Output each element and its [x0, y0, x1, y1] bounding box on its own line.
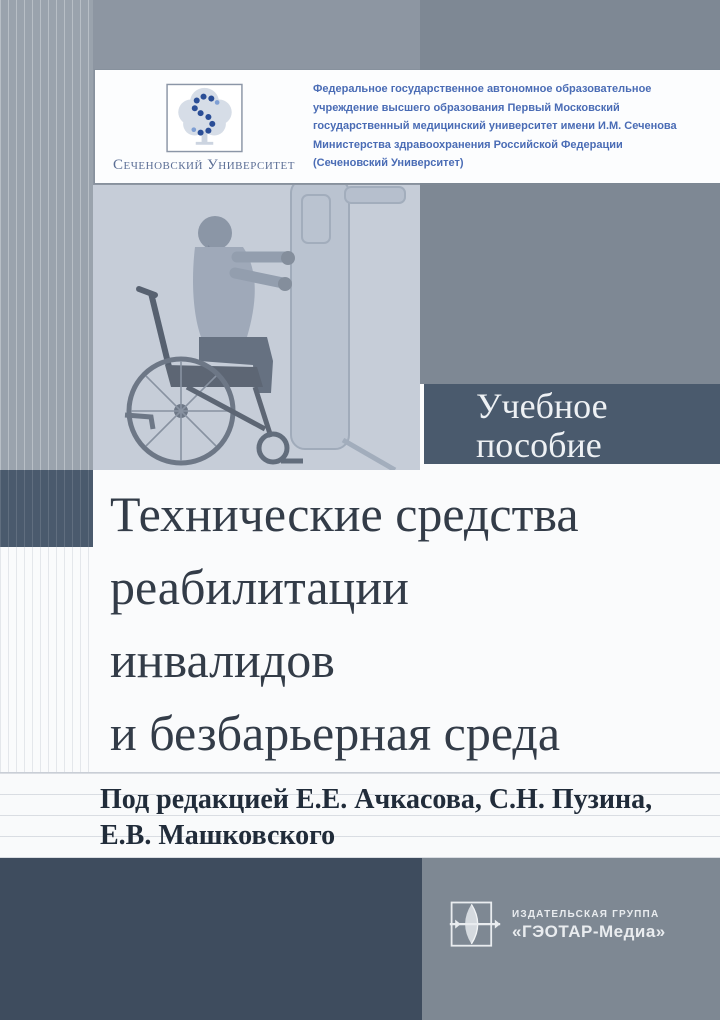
- university-header: [95, 70, 720, 183]
- wheelchair-rehab-photo: [95, 185, 420, 470]
- affiliation-line: (Сеченовский Университет): [313, 157, 464, 170]
- left-pinstripe-strip-light: [0, 547, 93, 772]
- editors-line: Под редакцией Е.Е. Ачкасова, С.Н. Пузина,: [100, 784, 653, 815]
- book-title: [110, 478, 710, 770]
- geotar-lens-logo-icon: [448, 896, 502, 954]
- bottom-dark-panel: [0, 858, 422, 1020]
- sechenov-tree-logo-icon: [165, 83, 244, 153]
- editors-credit: [100, 782, 700, 854]
- title-line: инвалидов: [110, 632, 335, 688]
- title-line: реабилитации: [110, 559, 409, 615]
- badge-line: Учебное: [476, 386, 608, 426]
- edition-type-badge: [424, 384, 720, 464]
- publisher-group-label: ИЗДАТЕЛЬСКАЯ ГРУППА: [512, 908, 660, 920]
- university-caption: Сеченовский Университет: [113, 157, 295, 173]
- title-line: и безбарьерная среда: [110, 705, 561, 761]
- affiliation-line: Министерства здравоохранения Российской Федерации: [313, 138, 623, 151]
- affiliation-line: Федеральное государственное автономное образовательное: [313, 83, 652, 95]
- affiliation-line: государственный медицинский университет имени И.М. Сеченова: [313, 120, 677, 133]
- title-line: Технические средства: [110, 486, 579, 542]
- affiliation-line: учреждение высшего образования Первый Московский: [313, 101, 620, 114]
- university-logo-block: [95, 70, 313, 183]
- left-pinstripe-strip-top: [0, 0, 93, 470]
- left-pinstripe-strip-dark: [0, 470, 93, 547]
- publisher-text: [512, 909, 666, 942]
- publisher-name: «ГЭОТАР-Медиа»: [512, 921, 666, 941]
- right-gray-panel: [420, 0, 720, 384]
- university-affiliation: [313, 70, 677, 183]
- badge-line: пособие: [476, 425, 602, 465]
- publisher-logo-block: [448, 896, 666, 954]
- editors-line: Е.В. Машковского: [100, 820, 336, 851]
